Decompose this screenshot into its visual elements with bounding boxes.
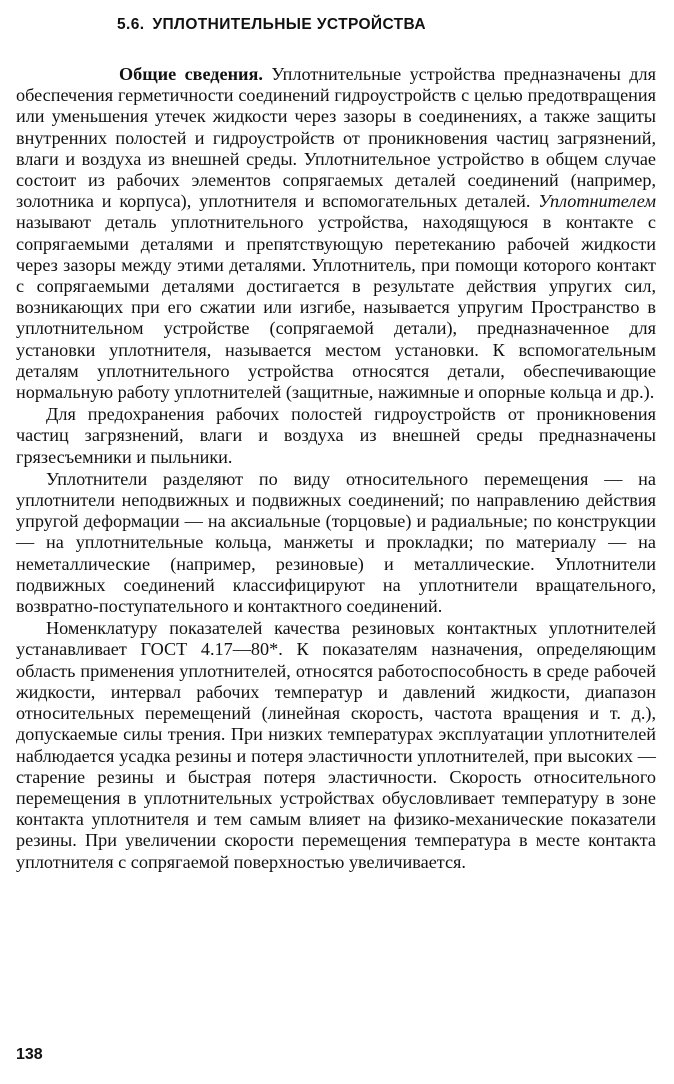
paragraph-general-info bbox=[16, 64, 656, 403]
section-title: УПЛОТНИТЕЛЬНЫЕ УСТРОЙСТВА bbox=[152, 16, 426, 33]
section-heading bbox=[117, 16, 426, 34]
paragraph-text: называют деталь уплотнительного устройства, находящуюся в контакте с сопрягаемыми деталями и препятствующую перетеканию рабочей жидкости через зазоры между этими деталями. Уплотнитель, при помощи которого контакт с сопрягаемыми деталями достигается в результате действия упругих сил, возникающих при его сжатии или изгибе, называется упругим Пространство в уплотнительном устройстве (сопрягаемой детали), предназначенное для установки уплотнителя, называется местом установки. К вспомогательным деталям уплотнительного устройства относятся детали, обеспечивающие нормальную работу уплотнителей (защитные, нажимные и опорные кольца и др.). bbox=[16, 212, 656, 403]
defined-term: Уплотнителем bbox=[538, 191, 656, 212]
section-number: 5.6. bbox=[117, 16, 145, 33]
paragraph-text: Уплотнительные устройства предназначены для обеспечения герметичности соединений гидроустройств с целью предотвращения или уменьшения утечек жидкости через зазоры в соединениях, а также защиты внутренних полостей и гидроустройств от проникновения частиц загрязнений, влаги и воздуха из внешней среды. Уплотнительное устройство в общем случае состоит из рабочих элементов сопрягаемых деталей соединений (например, золотника и корпуса), уплотнителя и вспомогательных деталей. bbox=[16, 64, 656, 212]
paragraph-classification: Уплотнители разделяют по виду относительного перемещения — на уплотнители неподвижных и подвижных соединений; по направлению действия упругой деформации — на аксиальные (торцовые) и радиальные; по конструкции — на уплотнительные кольца, манжеты и прокладки; по материалу — на неметаллические (например, резиновые) и металлические. Уплотнители подвижных соединений классифицируют на уплотнители вращательного, возвратно-поступательного и контактного соединений. bbox=[16, 468, 656, 617]
page-number: 138 bbox=[16, 1046, 43, 1063]
text-body bbox=[16, 64, 656, 873]
paragraph-dust-protection: Для предохранения рабочих полостей гидроустройств от проникновения частиц загрязнений, влаги и воздуха из внешней среды предназначены грязесъемники и пыльники. bbox=[16, 404, 656, 467]
paragraph-quality-indicators: Номенклатуру показателей качества резиновых контактных уплотнителей устанавливает ГОСТ 4.17—80*. К показателям назначения, определяющим область применения уплотнителей, относятся работоспособность в среде рабочей жидкости, интервал рабочих температур и давлений жидкости, диапазон относительных перемещений (линейная скорость, частота вращения и т. д.), допускаемые силы трения. При низких температурах эксплуатации уплотнителей наблюдается усадка резины и потеря эластичности уплотнителей, при высоких — старение резины и быстрая потеря эластичности. Скорость относительного перемещения в уплотнительных устройствах обусловливает температуру в зоне контакта уплотнителя и тем самым влияет на физико-механические показатели резины. При увеличении скорости перемещения температура в месте контакта уплотнителя с сопрягаемой поверхностью увеличивается. bbox=[16, 618, 656, 872]
run-in-heading: Общие сведения. bbox=[119, 64, 263, 84]
